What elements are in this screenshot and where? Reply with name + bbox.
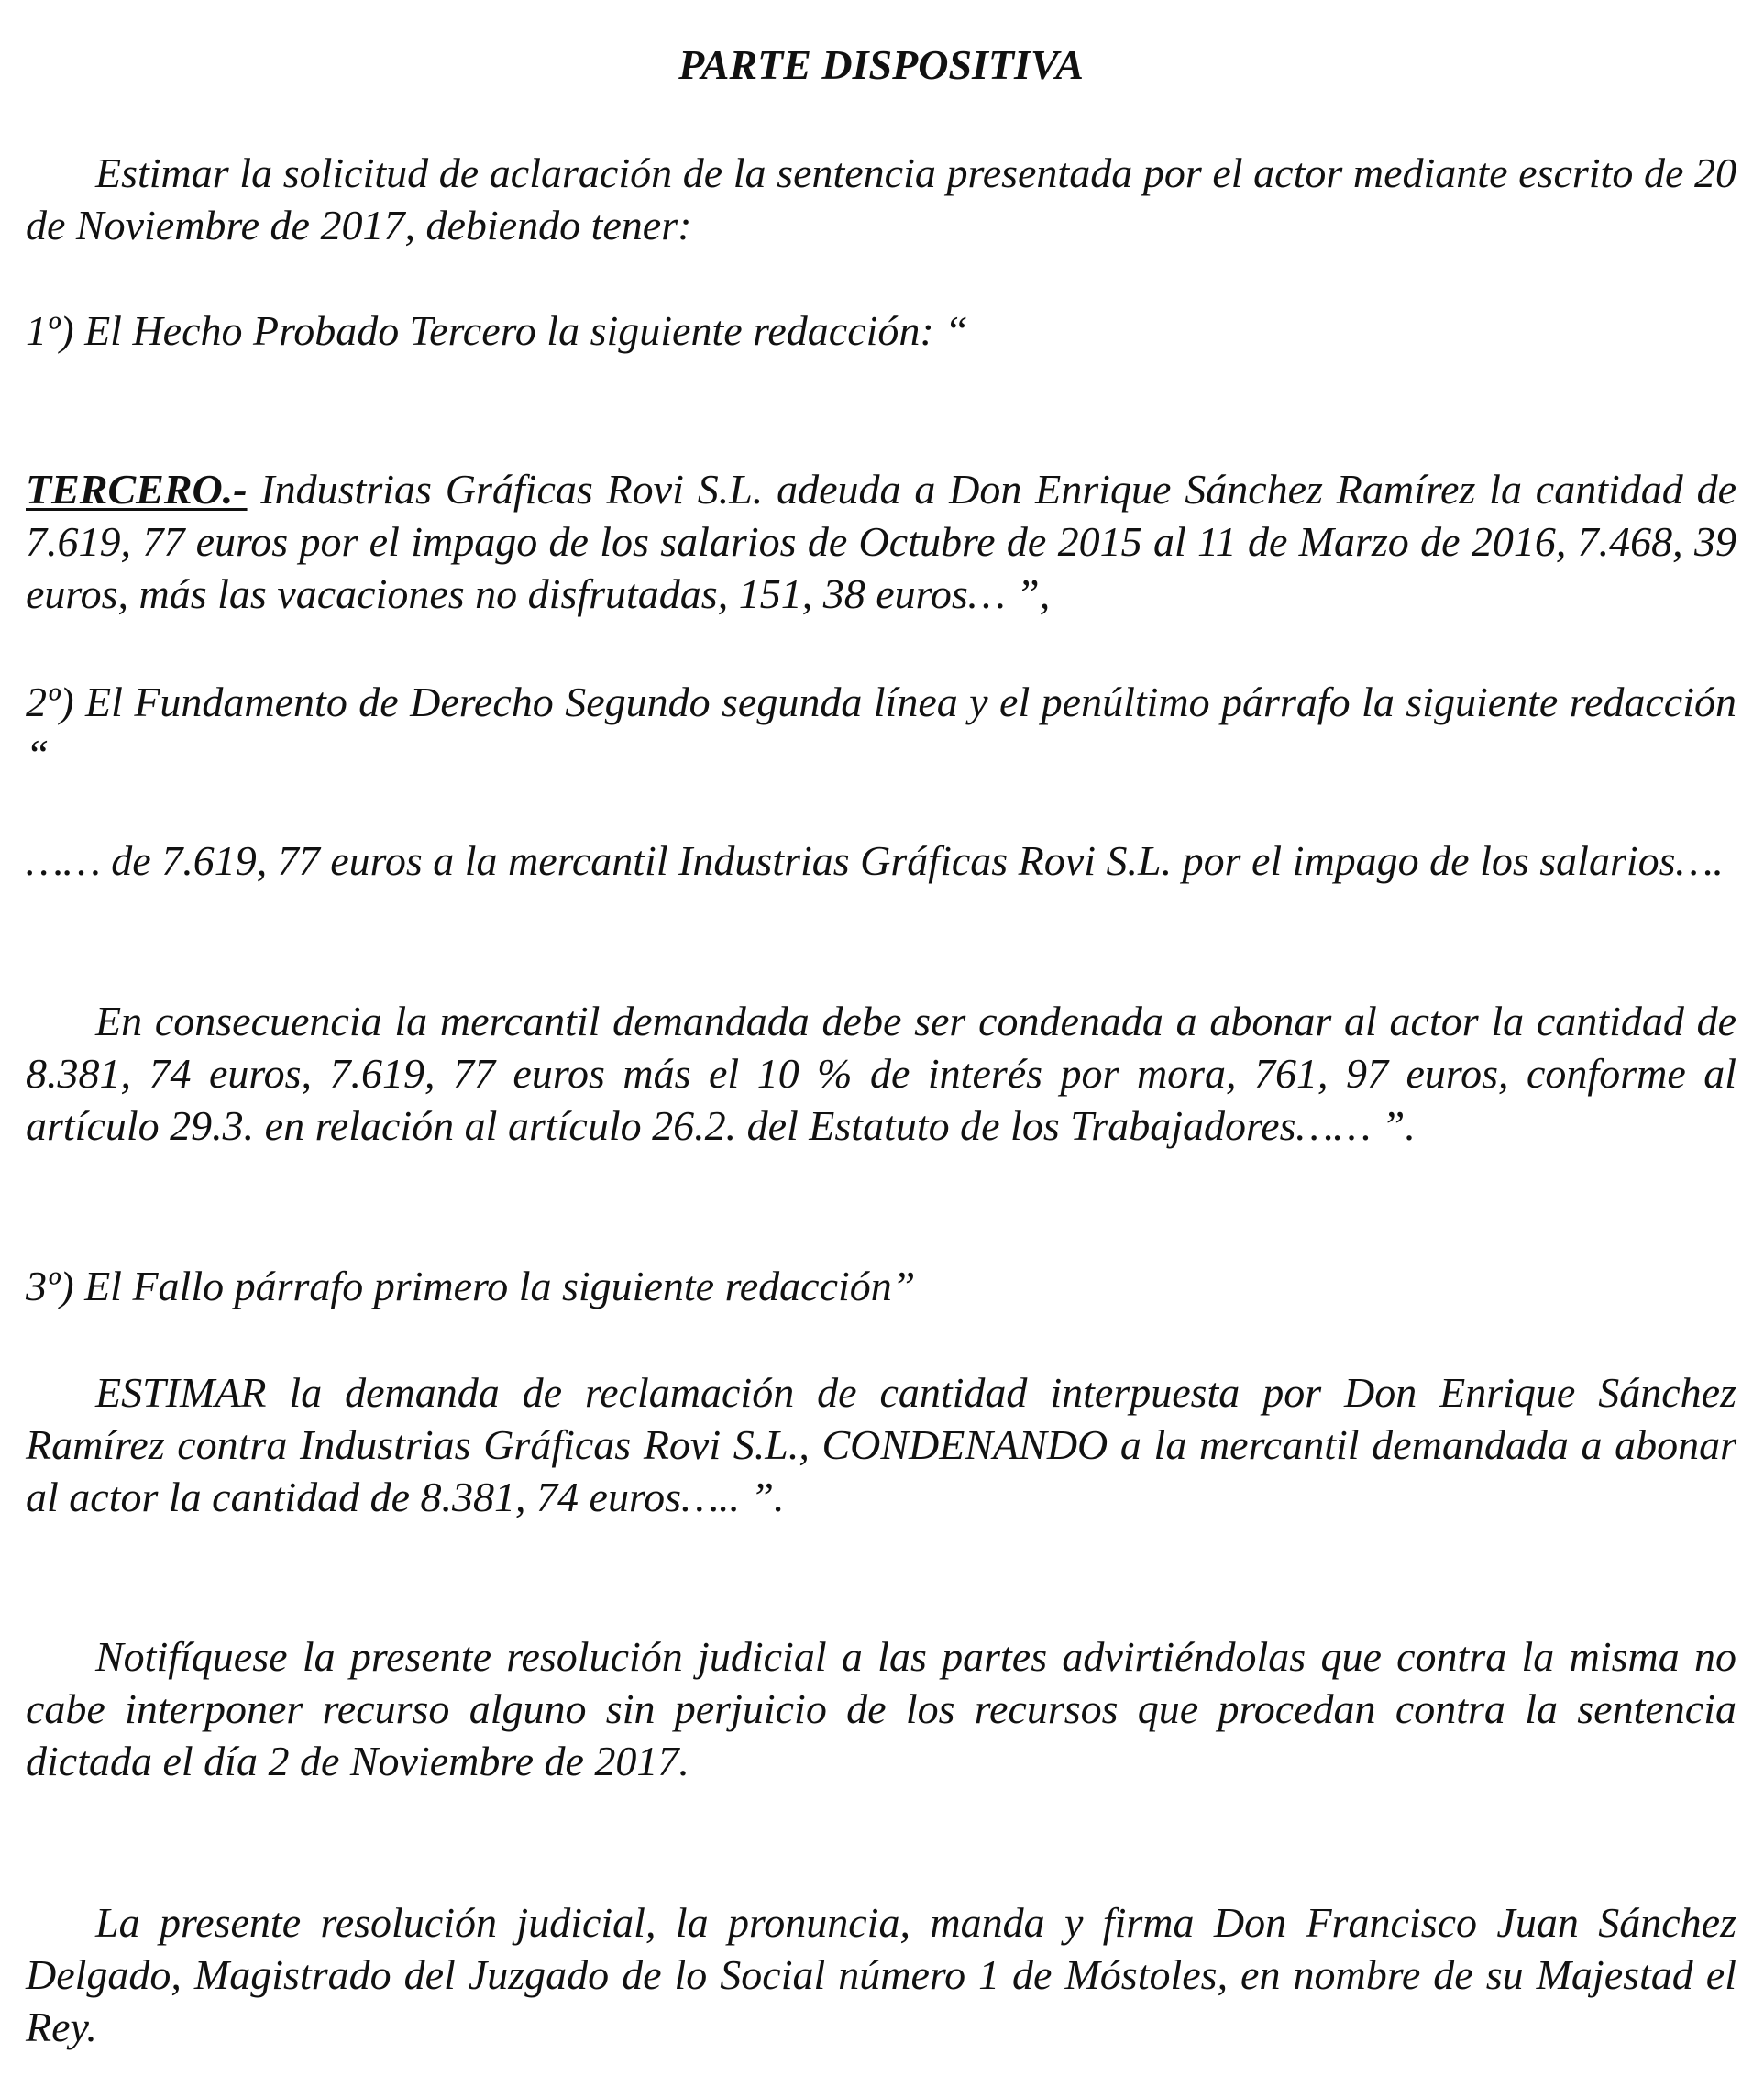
paragraph-dots-salarios: …… de 7.619, 77 euros a la mercantil Industrias Gráficas Rovi S.L. por el impago de los salarios…. [26, 837, 1724, 884]
paragraph-notifiquese: Notifíquese la presente resolución judicial a las partes advirtiéndolas que contra la misma no cabe interponer recurso alguno sin perjuicio de los recursos que procedan contra la sentencia dictada el día 2 de Noviembre de 2017. [26, 1633, 1736, 1784]
paragraph-item-3: 3º) El Fallo párrafo primero la siguiente redacción” [26, 1263, 916, 1309]
paragraph-firma: La presente resolución judicial, la pronuncia, manda y firma Don Francisco Juan Sánchez Delgado, Magistrado del Juzgado de lo Social número 1 de Móstoles, en nombre de su Majestad el Rey. [26, 1899, 1736, 2050]
document-page [26, 0, 1736, 2087]
document-title: PARTE DISPOSITIVA [678, 41, 1084, 88]
paragraph-estimar-solicitud: Estimar la solicitud de aclaración de la sentencia presentada por el actor mediante escrito de 20 de Noviembre de 2017, debiendo tener: [26, 149, 1736, 248]
paragraph-consecuencia: En consecuencia la mercantil demandada debe ser condenada a abonar al actor la cantidad de 8.381, 74 euros, 7.619, 77 euros más el 10 % de interés por mora, 761, 97 euros, conforme al artículo 29.3. en relación al artículo 26.2. del Estatuto de los Trabajadores…… ”. [26, 998, 1736, 1149]
paragraph-tercero [26, 463, 1736, 620]
paragraph-item-2: 2º) El Fundamento de Derecho Segundo segunda línea y el penúltimo párrafo la siguiente redacción “ [26, 679, 1736, 778]
tercero-label: TERCERO.- [26, 466, 248, 513]
paragraph-item-1: 1º) El Hecho Probado Tercero la siguiente redacción: “ [26, 307, 968, 354]
paragraph-estimar-demanda: ESTIMAR la demanda de reclamación de cantidad interpuesta por Don Enrique Sánchez Ramírez contra Industrias Gráficas Rovi S.L., CONDENANDO a la mercantil demandada a abonar al actor la cantidad de 8.381, 74 euros….. ”. [26, 1369, 1736, 1520]
tercero-text: Industrias Gráficas Rovi S.L. adeuda a Don Enrique Sánchez Ramírez la cantidad de 7.619, 77 euros por el impago de los salarios de Octubre de 2015 al 11 de Marzo de 2016, 7.468, 39 euros, más las vacaciones no disfrutadas, 151, 38 euros… ”, [26, 466, 1736, 617]
